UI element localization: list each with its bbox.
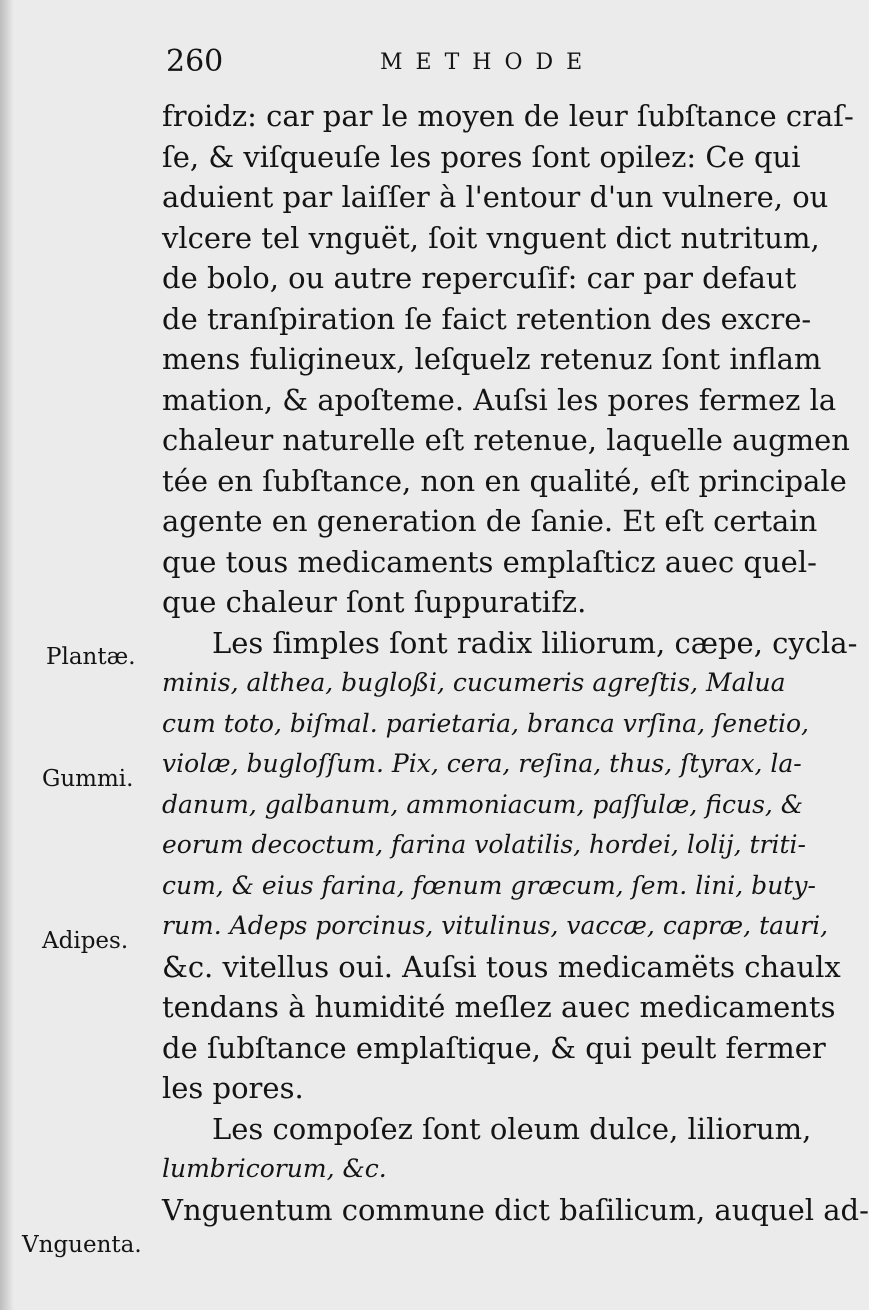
text-line: de ſubſtance emplaſtique, & qui peult fermer: [162, 1030, 826, 1065]
text-line: mens fuligineux, leſquelz retenuz ſont inflam: [162, 342, 822, 376]
page-header: [160, 44, 620, 84]
body-text: [162, 96, 869, 1230]
text-line: Les compoſez ſont oleum dulce, liliorum,: [212, 1111, 812, 1146]
text-line: vlcere tel vnguët, ſoit vnguent dict nutritum,: [162, 220, 820, 255]
text-line: violæ, bugloſſum. Pix, cera, reſina, thus, ſtyrax, la-: [162, 749, 802, 778]
text-line: lumbricorum, &c.: [162, 1154, 387, 1183]
margin-note-gummi: Gummi.: [42, 766, 134, 792]
text-line: rum. Adeps porcinus, vitulinus, vaccæ, capræ, tauri,: [162, 911, 829, 940]
margin-note-vnguenta: Vnguenta.: [22, 1232, 142, 1258]
text-line: de tranſpiration ſe faict retention des excre-: [162, 301, 812, 336]
text-line: aduient par laiſſer à l'entour d'un vulnere, ou: [162, 180, 829, 214]
text-line: cum toto, biſmal. parietaria, branca vrſina, ſenetio,: [162, 708, 809, 738]
running-title: METHODE: [380, 50, 596, 75]
text-line: danum, galbanum, ammoniacum, paſſulæ, ficus, &: [162, 789, 804, 819]
text-line: froidz: car par le moyen de leur ſubſtance craſ-: [162, 99, 854, 133]
text-line: que tous medicaments emplaſticz auec quel-: [162, 544, 817, 579]
margin-note-adipes: Adipes.: [42, 928, 129, 954]
text-line: Vnguentum commune dict baſilicum, auquel ad-: [162, 1192, 869, 1227]
text-line: eorum decoctum, farina volatilis, hordei, lolij, triti-: [162, 830, 806, 859]
text-line: cum, & eius farina, fœnum græcum, ſem. lini, buty-: [162, 870, 816, 900]
text-line: ſe, & viſqueuſe les pores ſont opilez: Ce qui: [162, 139, 801, 174]
text-line: &c. vitellus oui. Auſsi tous medicamëts chaulx: [162, 949, 841, 984]
text-line: minis, althea, bugloßi, cucumeris agreſtis, Malua: [162, 668, 786, 697]
margin-note-plantae: Plantæ.: [46, 644, 136, 670]
text-line: chaleur naturelle eſt retenue, laquelle augmen: [162, 423, 850, 457]
text-line: tendans à humidité meſlez auec medicaments: [162, 990, 836, 1024]
text-line: mation, & apoſteme. Auſsi les pores fermez la: [162, 382, 837, 417]
text-line: que chaleur ſont ſuppuratifz.: [162, 585, 587, 619]
text-line: de bolo, ou autre repercuſif: car par defaut: [162, 261, 797, 295]
text-line: tée en ſubſtance, non en qualité, eſt principale: [162, 463, 847, 498]
text-line: agente en generation de ſanie. Et eſt certain: [162, 504, 818, 538]
margin-notes: [0, 0, 160, 1310]
text-line: Les ſimples ſont radix liliorum, cæpe, cycla-: [212, 625, 858, 660]
page-number: 260: [166, 44, 224, 79]
text-line: les pores.: [162, 1071, 304, 1105]
